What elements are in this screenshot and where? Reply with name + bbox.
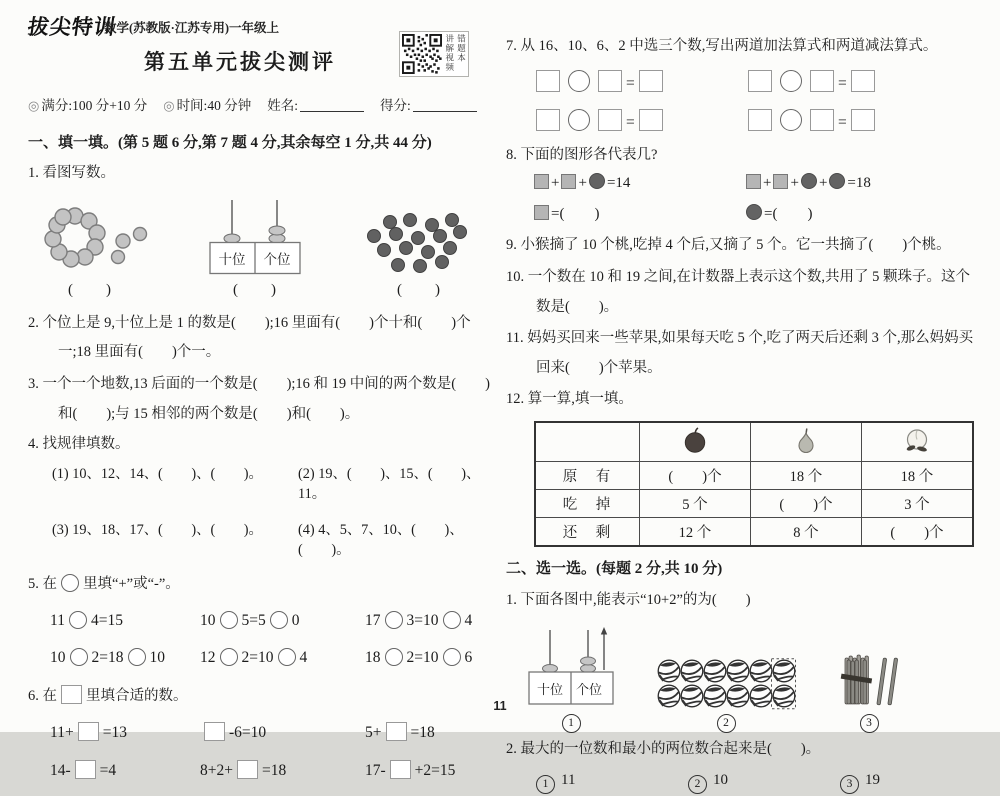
score-field: 得分:	[380, 94, 477, 114]
table-cell: ( )个	[861, 518, 973, 547]
table-corner-cell	[535, 422, 640, 462]
option-marker: 1	[562, 714, 581, 733]
bullet-icon: ◎	[28, 98, 40, 113]
q4-item: (3) 19、18、17、( )、( )。	[52, 521, 263, 538]
q8-label: 8. 下面的图形各代表几?	[506, 146, 658, 163]
q7-equations	[532, 70, 974, 132]
option-figure-counter	[526, 624, 616, 733]
full-score-label: ◎ 满分:100 分+10 分	[28, 98, 148, 113]
page-title: 第五单元拔尖测评	[144, 50, 336, 74]
equation: + + =14	[532, 173, 744, 192]
qr-code-icon	[402, 34, 442, 74]
q12-label: 12. 算一算,填一填。	[506, 390, 633, 407]
option-figure-balls	[656, 658, 796, 733]
equation: 10 5=5 0	[200, 611, 300, 629]
table-row-header: 原 有	[535, 462, 640, 490]
question-3: 3. 一个一个地数,13 后面的一个数是( );16 和 19 中间的两个数是( )和( );与 15 相邻的两个数是( )和( )。	[28, 375, 490, 422]
q1-figure-dots	[360, 212, 478, 299]
equation: 11+ =13	[50, 724, 127, 742]
question-11: 11. 妈妈买回来一些苹果,如果每天吃 5 个,吃了两天后还剩 3 个,那么妈妈买回来( )个苹果。	[506, 330, 974, 377]
table-cell: ( )个	[750, 490, 861, 518]
table-row-header: 吃 掉	[535, 490, 640, 518]
equation: =	[532, 70, 744, 93]
equation: + + + =18	[744, 173, 974, 192]
table-cell: 12 个	[640, 518, 751, 547]
qr-caption-notebook: 错题本	[456, 34, 467, 63]
q1-figure-counter	[205, 196, 305, 299]
q8-equations	[532, 173, 974, 223]
equation: 18 2=10 6	[365, 648, 473, 666]
q5-label: 5. 在 里填“+”或“-”。	[28, 575, 180, 592]
option-marker: 2	[717, 714, 736, 733]
s2q1-options	[506, 618, 974, 733]
s2-question-2: 2. 最大的一位数和最小的两位数合起来是( )。	[506, 741, 821, 758]
brand-logo: 拔尖特训	[26, 15, 118, 39]
section2-heading: 二、选一选。(每题 2 分,共 10 分)	[506, 561, 723, 578]
table-cell: 3 个	[861, 490, 973, 518]
equation: =	[744, 109, 974, 132]
svg-text:十位: 十位	[218, 251, 246, 267]
svg-text:个位: 个位	[575, 682, 603, 698]
option-figure-sticks	[836, 652, 902, 733]
apple-icon	[640, 422, 751, 462]
equation: 17 3=10 4	[365, 611, 473, 629]
equation: 11 4=15	[50, 611, 123, 629]
answer-blank: ( )	[68, 281, 112, 298]
s2-question-1: 1. 下面各图中,能表示“10+2”的为( )	[506, 592, 751, 609]
page-number: 11	[493, 699, 507, 713]
q6-label: 6. 在 里填合适的数。	[28, 683, 494, 711]
q1-figure-beads	[30, 204, 150, 299]
table-cell: 18 个	[861, 462, 973, 490]
equation: 12 2=10 4	[200, 648, 308, 666]
equation: =	[532, 109, 744, 132]
name-field: 姓名:	[267, 94, 364, 114]
table-cell: 18 个	[750, 462, 861, 490]
q5-equations	[50, 611, 494, 667]
question-9: 9. 小猴摘了 10 个桃,吃掉 4 个后,又摘了 5 个。它一共摘了( )个桃。	[506, 237, 951, 254]
option-marker: 3	[860, 714, 879, 733]
qr-code-box	[399, 31, 469, 77]
equation: =( )	[532, 202, 744, 223]
table-cell: 8 个	[750, 518, 861, 547]
q4-items	[52, 463, 494, 559]
meta-row	[28, 94, 490, 114]
answer-blank: ( )	[397, 281, 441, 298]
q4-item: (2) 19、( )、15、( )、11。	[298, 465, 481, 502]
q1-images	[28, 190, 494, 299]
qr-caption-video: 讲解视频	[444, 34, 455, 72]
pear-icon	[750, 422, 861, 462]
bead-ring-image	[30, 204, 150, 276]
dot-cluster-image	[360, 212, 478, 276]
section1-heading: 一、填一填。(第 5 题 6 分,第 7 题 4 分,其余每空 1 分,共 44 分)	[28, 135, 432, 151]
name-blank	[300, 98, 364, 112]
table-cell: ( )个	[640, 462, 751, 490]
answer-blank: ( )	[233, 281, 277, 298]
q4-item: (4) 4、5、7、10、( )、( )。	[298, 521, 464, 558]
peach-icon	[861, 422, 973, 462]
option-item: 2 10	[688, 771, 840, 794]
edition-text: 数学(苏教版·江苏专用)一年级上	[104, 21, 279, 35]
q12-table	[534, 421, 974, 547]
option-item: 1 11	[536, 771, 688, 794]
right-column	[506, 30, 974, 794]
score-blank	[413, 98, 477, 112]
counter-option-image	[526, 624, 616, 710]
equation: -6=10	[200, 722, 365, 742]
q1-label: 1. 看图写数。	[28, 165, 115, 181]
equation: 17- +2=15	[365, 762, 456, 780]
equation: =	[744, 70, 974, 93]
q4-item: (1) 10、12、14、( )、( )。	[52, 465, 263, 482]
left-column	[28, 131, 494, 796]
equation: 14- =4	[50, 762, 117, 780]
q6-equations	[50, 722, 494, 780]
option-item: 3 19	[840, 771, 974, 794]
table-cell: 5 个	[640, 490, 751, 518]
q4-label: 4. 找规律填数。	[28, 436, 130, 453]
s2q2-options	[536, 771, 974, 794]
bullet-icon: ◎	[163, 98, 175, 113]
svg-text:十位: 十位	[536, 682, 564, 698]
question-10: 10. 一个数在 10 和 19 之间,在计数器上表示这个数,共用了 5 颗珠子。这个数是( )。	[506, 268, 970, 315]
place-value-counter-image	[205, 196, 305, 276]
svg-text:个位: 个位	[263, 251, 291, 267]
equation: 8+2+ =18	[200, 762, 287, 780]
equation: 10 2=18 10	[50, 648, 165, 666]
question-2: 2. 个位上是 9,十位上是 1 的数是( );16 里面有( )个十和( )个一;18 里面有( )个一。	[28, 314, 471, 361]
equation: =( )	[744, 202, 974, 223]
question-7: 7. 从 16、10、6、2 中选三个数,写出两道加法算式和两道减法算式。	[506, 38, 938, 54]
time-label: ◎ 时间:40 分钟	[163, 98, 252, 113]
table-row-header: 还 剩	[535, 518, 640, 547]
equation: 5+ =18	[365, 724, 435, 742]
